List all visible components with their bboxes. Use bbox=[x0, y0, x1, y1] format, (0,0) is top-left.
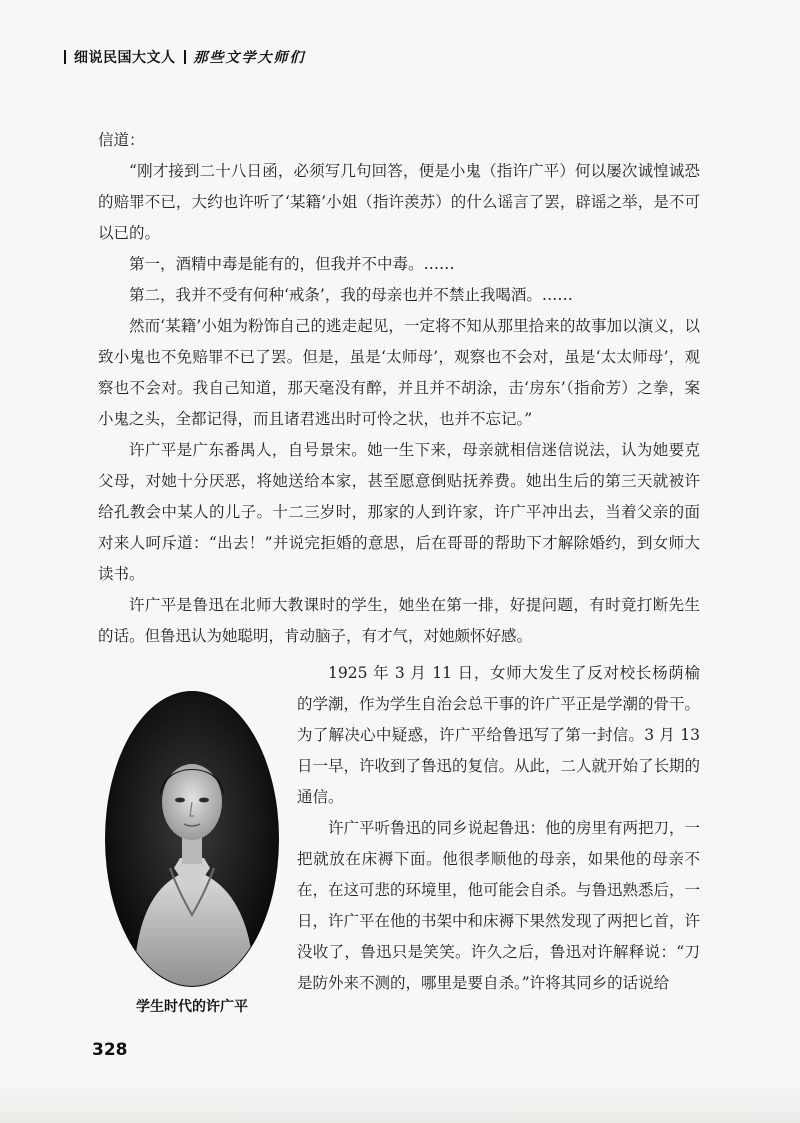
series-title: 那些文学大师们 bbox=[193, 50, 306, 66]
paragraph: “刚才接到二十八日函，必须写几句回答，便是小鬼（指许广平）何以屡次诚惶诚恐的赔罪不已，大约也许听了‘某籍’小姐（指许羡苏）的什么谣言了罢，辟谣之举，是不可以已的。 bbox=[98, 162, 700, 242]
scan-edge bbox=[0, 1080, 800, 1123]
paragraph: 许广平是广东番禺人，自号景宋。她一生下来，母亲就相信迷信说法，认为她要克父母，对她十分厌恶，将她送给本家，甚至愿意倒贴抚养费。她出生后的第三天就被许给孔教会中某人的儿子。十二三岁时，那家的人到许家，许广平冲出去，当着父亲的面对来人呵斥道：“出去！”并说完拒婚的意思，后在哥哥的帮助下才解除婚约，到女师大读书。 bbox=[98, 441, 700, 583]
side-text-block bbox=[297, 658, 700, 999]
paragraph: 许广平听鲁迅的同乡说起鲁迅：他的房里有两把刀，一把就放在床褥下面。他很孝顺他的母亲，如果他的母亲不在，在这可悲的环境里，他可能会自杀。与鲁迅熟悉后，一日，许广平在他的书架中和床褥下果然发现了两把匕首，许没收了，鲁迅只是笑笑。许久之后，鲁迅对许解释说：“刀是防外来不测的，哪里是要自杀。”许将其同乡的话说给 bbox=[297, 819, 701, 992]
main-text-block bbox=[98, 125, 700, 652]
header-divider bbox=[64, 50, 66, 64]
paragraph: 第二，我并不受有何种‘戒条’，我的母亲也并不禁止我喝酒。…… bbox=[129, 286, 573, 304]
page-number: 328 bbox=[92, 1040, 128, 1060]
running-header bbox=[64, 47, 306, 67]
paragraph: 1925 年 3 月 11 日，女师大发生了反对校长杨荫榆的学潮，作为学生自治会总干事的许广平正是学潮的骨干。为了解决心中疑惑，许广平给鲁迅写了第一封信。3 月 13 日一早，许收到了鲁迅的复信。从此，二人就开始了长期的通信。 bbox=[297, 664, 701, 806]
header-divider bbox=[184, 50, 186, 64]
photo-caption: 学生时代的许广平 bbox=[136, 999, 248, 1015]
paragraph: 然而‘某籍’小姐为粉饰自己的逃走起见，一定将不知从那里拾来的故事加以演义，以致小鬼也不免赔罪不已了罢。但是，虽是‘太师母’，观察也不会对，虽是‘太太师母’，观察也不会对。我自己知道，那天毫没有醉，并且并不胡涂，击‘房东’（指俞芳）之拳，案小鬼之头，全都记得，而且诸君逃出时可怜之状，也并不忘记。” bbox=[98, 317, 700, 428]
paragraph: 许广平是鲁迅在北师大教课时的学生，她坐在第一排，好提问题，有时竟打断先生的话。但鲁迅认为她聪明，肯动脑子，有才气，对她颇怀好感。 bbox=[98, 596, 700, 645]
portrait-image-icon bbox=[104, 690, 280, 988]
paragraph: 信道： bbox=[98, 131, 145, 149]
portrait-photo bbox=[104, 690, 280, 988]
book-title: 细说民国大文人 bbox=[74, 50, 176, 66]
paragraph: 第一，酒精中毒是能有的，但我并不中毒。…… bbox=[129, 255, 455, 273]
